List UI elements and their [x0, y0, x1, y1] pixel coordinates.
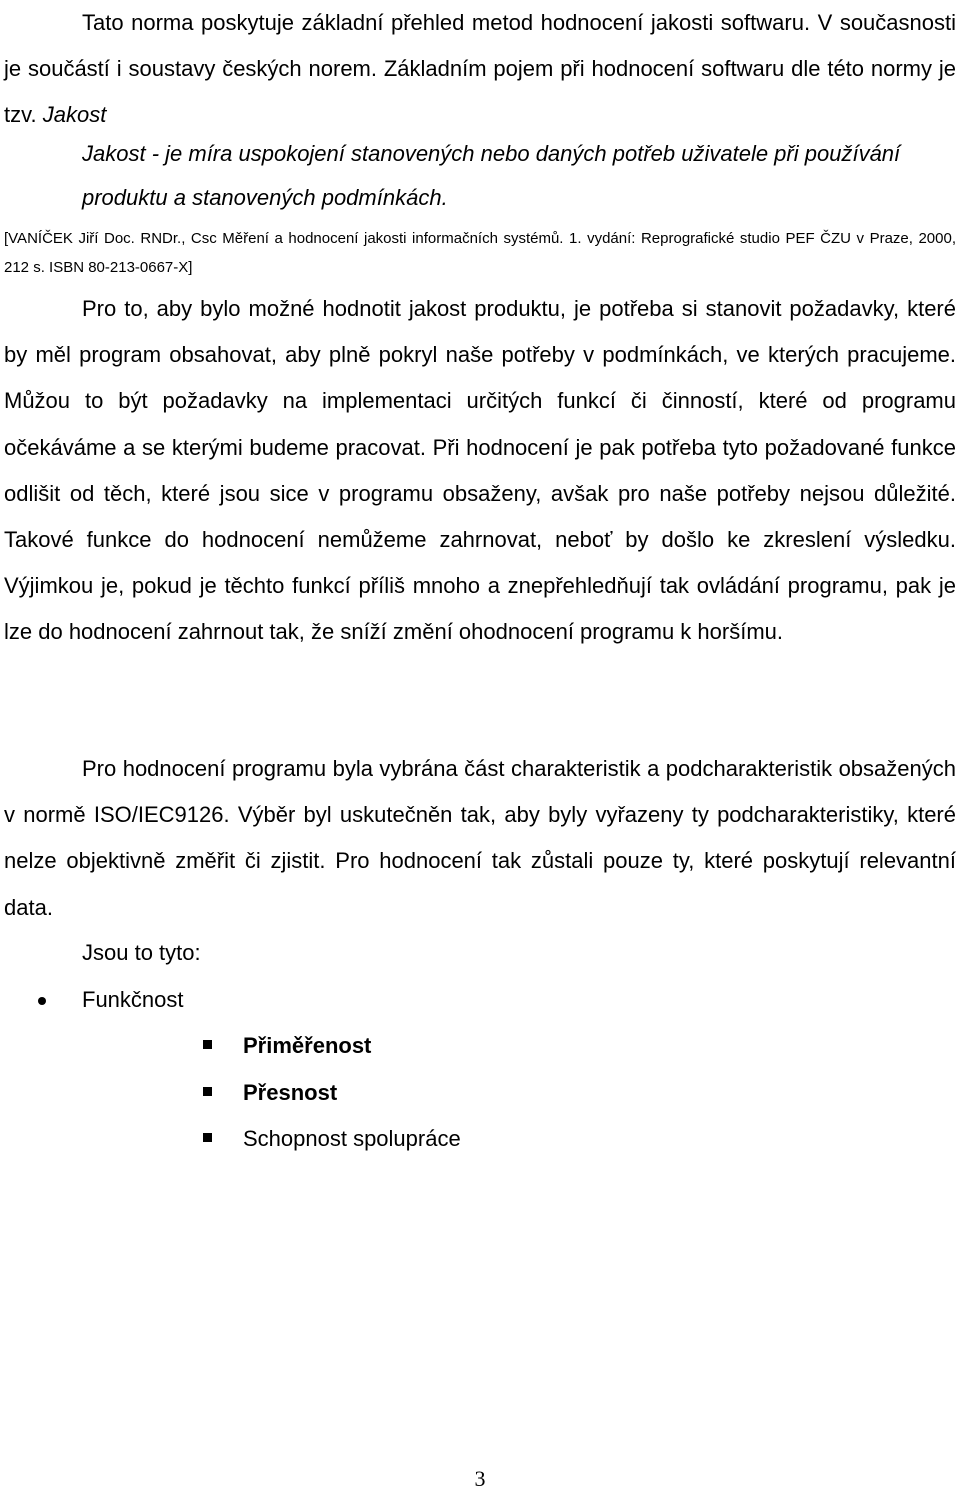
citation-line1: [VANÍČEK Jiří Doc. RNDr., Csc Měření a [4, 230, 283, 247]
citation-rest: hodnocení jakosti informačních systémů. 1. vydání: Reprografické studio PEF ČZU v Praze, 2000, 212 s. ISBN 80-213-0667-X] [4, 230, 956, 276]
sub-list-item-label: Přiměřenost [243, 1033, 372, 1058]
bullet-dot [38, 997, 46, 1005]
term-jakost: Jakost [42, 102, 107, 127]
intro-paragraph [4, 0, 956, 138]
definition-text: Jakost - je míra uspokojení stanovených nebo daných potřeb uživatele při používání produktu a stanovených podmínkách. [82, 141, 901, 210]
requirements-paragraph-text: Pro to, aby bylo možné hodnotit jakost produktu, je potřeba si stanovit požadavky, které by měl program obsahovat, aby plně pokryl naše potřeby v podmínkách, ve kterých pracujeme. Můžou to být požadavky na implementaci určitých funkcí či činností, které od programu očekáváme a se kterými budeme pracovat. Při hodnocení je pak potřeba tyto požadované funkce odlišit od těch, které jsou sice v programu obsaženy, avšak pro naše potřeby nejsou důležité. Takové funkce do hodnocení nemůžeme zahrnovat, neboť by došlo ke zkreslení výsledku. Výjimkou je, pokud je těchto funkcí příliš mnoho a znepřehledňují tak ovládání programu, pak je lze do hodnocení zahrnout tak, že sníží změní ohodnocení programu k horšímu. [4, 296, 956, 645]
page-number: 3 [474, 1466, 486, 1491]
selection-paragraph-text: Pro hodnocení programu byla vybrána část charakteristik a podcharakteristik obsažených v normě ISO/IEC9126. Výběr byl uskutečněn tak, aby byly vyřazeny ty podcharakteristiky, které nelze objektivně změřit či zjistit. Pro hodnocení tak zůstali pouze ty, které poskytují relevantní data. [4, 756, 956, 920]
list-item-label: Funkčnost [82, 987, 184, 1012]
citation [4, 224, 956, 282]
list-intro: Jsou to tyto: [82, 940, 201, 965]
bullet-square [203, 1087, 212, 1096]
definition-block [4, 132, 956, 220]
intro-paragraph-text: Tato norma poskytuje základní přehled metod hodnocení jakosti softwaru. V současnosti je součástí i soustavy českých norem. Základním pojem při hodnocení softwaru dle této normy je tzv. [4, 10, 956, 127]
bullet-square [203, 1040, 212, 1049]
requirements-paragraph [4, 286, 956, 656]
bullet-square [203, 1133, 212, 1142]
selection-paragraph [4, 746, 956, 931]
sub-list-item-label: Přesnost [243, 1080, 338, 1105]
sub-list-item-label: Schopnost spolupráce [243, 1126, 461, 1151]
